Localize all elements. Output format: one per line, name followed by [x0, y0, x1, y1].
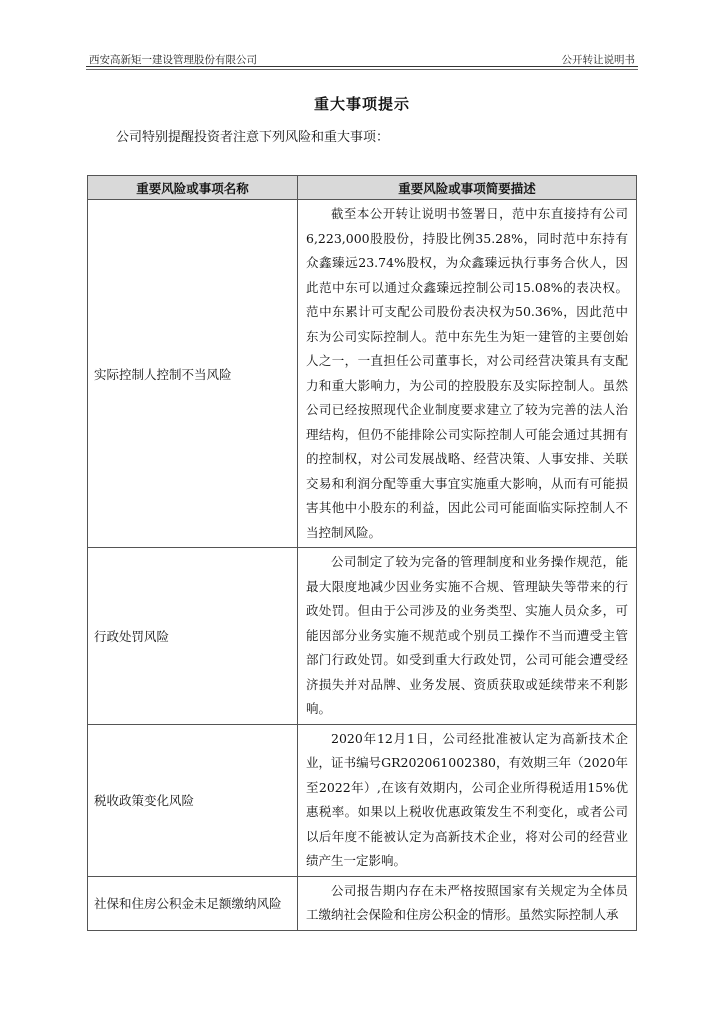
table-row — [88, 200, 637, 548]
page-title: 重大事项提示 — [313, 95, 410, 113]
risk-description: 2020年12月1日，公司经批准被认定为高新技术企业，证书编号GR202061002380，有效期三年（2020年至2022年）,在该有效期内，公司企业所得税适用15%优惠税率。如果以上税收优惠政策发生不利变化，或者公司以后年度不能被认定为高新技术企业，将对公司的经营业绩产生一定影响。 — [306, 730, 628, 868]
risk-name-cell: 实际控制人控制不当风险 — [88, 200, 298, 548]
table-row — [88, 548, 637, 725]
risk-description: 公司报告期内存在未严格按照国家有关规定为全体员工缴纳社会保险和住房公积金的情形。虽然实际控制人承 — [306, 882, 628, 922]
column-header-risk-description: 重要风险或事项简要描述 — [298, 176, 637, 200]
risk-name-cell: 社保和住房公积金未足额缴纳风险 — [88, 876, 298, 930]
header-divider — [86, 66, 638, 67]
risk-description-cell — [298, 200, 637, 548]
header-company-name: 西安高新矩一建设管理股份有限公司 — [89, 54, 257, 66]
intro-paragraph: 公司特别提醒投资者注意下列风险和重大事项： — [116, 130, 390, 145]
column-header-risk-name: 重要风险或事项名称 — [88, 176, 298, 200]
risk-description: 公司制定了较为完备的管理制度和业务操作规范，能最大限度地减少因业务实施不合规、管理缺失等带来的行政处罚。但由于公司涉及的业务类型、实施人员众多，可能因部分业务实施不规范或个别员工操作不当而遭受主管部门行政处罚。如受到重大行政处罚，公司可能会遭受经济损失并对品牌、业务发展、资质获取或延续带来不利影响。 — [306, 554, 628, 716]
header-document-type: 公开转让说明书 — [561, 54, 635, 66]
risk-name-cell: 行政处罚风险 — [88, 548, 298, 725]
risk-description-cell — [298, 876, 637, 930]
risk-name-cell: 税收政策变化风险 — [88, 724, 298, 876]
table-row — [88, 876, 637, 930]
risk-description-cell — [298, 724, 637, 876]
risk-description: 截至本公开转让说明书签署日，范中东直接持有公司6,223,000股股份，持股比例35.28%，同时范中东持有众鑫臻远23.74%股权，为众鑫臻远执行事务合伙人，因此范中东可以通过众鑫臻远控制公司15.08%的表决权。范中东累计可支配公司股份表决权为50.36%，因此范中东为公司实际控制人。范中东先生为矩一建管的主要创始人之一，一直担任公司董事长，对公司经营决策具有支配力和重大影响力，为公司的控股股东及实际控制人。虽然公司已经按照现代企业制度要求建立了较为完善的法人治理结构，但仍不能排除公司实际控制人可能会通过其拥有的控制权，对公司发展战略、经营决策、人事安排、关联交易和利润分配等重大事宜实施重大影响，从而有可能损害其他中小股东的利益，因此公司可能面临实际控制人不当控制风险。 — [306, 206, 628, 540]
table-row — [88, 724, 637, 876]
header-divider-thin — [86, 69, 638, 70]
table-header-row — [88, 176, 637, 200]
risk-description-cell — [298, 548, 637, 725]
risk-table — [87, 175, 637, 931]
